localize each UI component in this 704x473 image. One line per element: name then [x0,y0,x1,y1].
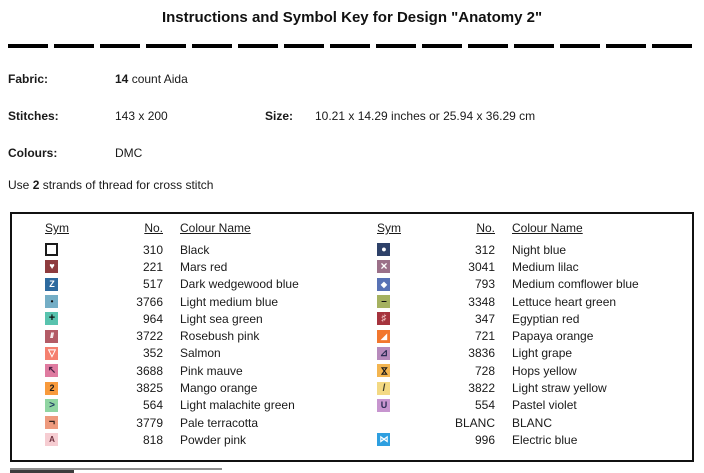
stitch-symbol [377,312,390,325]
key-header-left [45,219,377,237]
thread-number: 996 [474,432,495,447]
symbol-glyph: ♥ [49,261,54,272]
stitch-symbol [45,260,58,273]
key-row-right-554 [377,397,692,414]
key-row-left-818 [45,431,377,448]
symbol-glyph: • [50,297,53,307]
colour-name: Medium lilac [512,259,579,274]
key-row-right-347 [377,310,692,327]
colours-label: Colours: [8,146,58,160]
colour-name: Light grape [512,346,573,361]
key-rows-left [45,241,377,449]
stitch-symbol [377,347,390,360]
thread-number: 221 [142,259,163,274]
key-row-right-312 [377,241,692,258]
symbol-key-table [10,212,694,462]
header-no: No. [144,221,163,235]
colour-name: Light straw yellow [512,381,607,396]
thread-number: 793 [474,277,495,292]
colour-name: Black [180,242,210,257]
header-sym: Sym [377,221,401,235]
symbol-glyph: 2 [49,382,54,393]
colours-value: DMC [115,146,143,160]
symbol-glyph: /// [50,332,53,340]
colour-name: Electric blue [512,432,578,447]
strands-rest: strands of thread for cross stitch [39,178,214,192]
stitch-symbol [45,330,58,343]
strands-count: 2 [32,178,40,192]
key-row-right-3822 [377,379,692,396]
stitch-symbol [45,416,58,429]
fabric-row [8,72,704,87]
key-row-left-3722 [45,327,377,344]
key-row-left-964 [45,310,377,327]
stitch-symbol [45,243,58,256]
colour-name: Egyptian red [512,311,580,326]
thread-number: 564 [142,398,163,413]
size-label: Size: [265,109,294,123]
thread-number: BLANC [454,415,495,430]
symbol-glyph: ↖ [47,365,56,377]
colour-name: Dark wedgewood blue [180,277,299,292]
key-row-right-3836 [377,345,692,362]
colours-row [8,146,704,161]
key-row-left-3779 [45,414,377,431]
thread-number: 3688 [136,363,163,378]
symbol-glyph: ● [381,244,386,255]
header-colour-name: Colour Name [512,221,583,235]
stitch-symbol [45,364,58,377]
stitch-symbol [377,295,390,308]
key-row-right-721 [377,327,692,344]
key-group-left [45,219,377,460]
symbol-glyph: Z [49,278,54,289]
stitch-symbol [377,278,390,291]
colour-name: Powder pink [180,432,247,447]
stitch-symbol [45,347,58,360]
key-row-right-793 [377,276,692,293]
stitch-symbol [45,312,58,325]
colour-name: Night blue [512,242,567,257]
fabric-label: Fabric: [8,72,49,86]
thread-number: 517 [142,277,163,292]
thread-number: 728 [474,363,495,378]
key-row-right-BLANC [377,414,692,431]
colour-name: Mango orange [180,381,258,396]
key-row-left-3766 [45,293,377,310]
symbol-glyph: ◢ [380,331,387,341]
colour-name: Hops yellow [512,363,577,378]
strands-note [8,178,704,193]
key-header-right [377,219,692,237]
thread-number: 3722 [136,329,163,344]
header-no: No. [476,221,495,235]
stitch-symbol [377,382,390,395]
stitch-symbol [377,433,390,446]
colour-name: BLANC [512,415,553,430]
stitch-symbol [377,260,390,273]
key-rows-right [377,241,692,449]
key-row-left-3688 [45,362,377,379]
symbol-glyph: – [381,296,386,308]
thread-number: 3779 [136,415,163,430]
stitch-symbol [377,330,390,343]
thread-number: 3766 [136,294,163,309]
thread-number: 352 [142,346,163,361]
page-title: Instructions and Symbol Key for Design "Anatomy 2" [161,9,543,26]
symbol-glyph: ▽ [48,347,55,359]
symbol-glyph: ◆ [380,279,387,289]
size-value: 10.21 x 14.29 inches or 25.94 x 36.29 cm [315,109,536,123]
thread-number: 818 [142,432,163,447]
thread-number: 310 [142,242,163,257]
thread-number: 3348 [468,294,495,309]
stitch-symbol [377,399,390,412]
stitch-symbol [45,295,58,308]
thread-number: 347 [474,311,495,326]
stitches-label: Stitches: [8,109,59,123]
colour-name: Salmon [180,346,221,361]
symbol-glyph: A [49,435,54,445]
symbol-glyph: + [48,312,55,325]
stitch-symbol [377,364,390,377]
thread-number: 3825 [136,381,163,396]
symbol-glyph: ⋈ [379,434,388,445]
colour-name: Pastel violet [512,398,577,413]
colour-name: Mars red [180,259,228,274]
colour-name: Light medium blue [180,294,279,309]
colour-name: Medium comflower blue [512,277,639,292]
key-row-right-996 [377,431,692,448]
symbol-glyph: ¬ [48,416,55,429]
thread-number: 3822 [468,381,495,396]
stitch-symbol [377,243,390,256]
symbol-glyph: U [380,399,387,410]
key-group-right [377,219,692,460]
colour-name: Papaya orange [512,329,594,344]
thread-number: 964 [142,311,163,326]
key-row-left-564 [45,397,377,414]
key-row-right-3041 [377,258,692,275]
stitch-symbol [45,433,58,446]
key-row-left-3825 [45,379,377,396]
key-row-left-221 [45,258,377,275]
symbol-glyph: ⊿ [379,347,388,359]
key-row-left-517 [45,276,377,293]
fabric-rest: count Aida [128,72,188,86]
key-row-left-310 [45,241,377,258]
key-row-left-352 [45,345,377,362]
key-row-right-728 [377,362,692,379]
symbol-glyph: × [380,259,387,274]
strands-prefix: Use [8,178,33,192]
symbol-glyph: > [49,399,54,411]
thread-number: 721 [474,329,495,344]
thread-number: 312 [474,242,495,257]
stitch-symbol [45,382,58,395]
stitches-value: 143 x 200 [115,109,168,123]
fabric-count: 14 [115,72,129,86]
colour-name: Pink mauve [180,363,243,378]
header-sym: Sym [45,221,69,235]
symbol-glyph: / [382,382,385,394]
colour-name: Lettuce heart green [512,294,617,309]
colour-name: Rosebush pink [180,329,260,344]
symbol-glyph: ⋈ [379,366,389,375]
fabric-value [115,72,188,87]
thread-number: 3836 [468,346,495,361]
stitches-row [8,109,704,124]
stitch-symbol [45,278,58,291]
design-info [8,72,704,161]
header-colour-name: Colour Name [180,221,251,235]
stitch-symbol [377,416,390,429]
colour-name: Light malachite green [180,398,295,413]
colour-name: Pale terracotta [180,415,259,430]
colour-name: Light sea green [180,311,263,326]
thread-number: 3041 [468,259,495,274]
symbol-glyph: ♯ [381,313,386,325]
thread-number: 554 [474,398,495,413]
dashed-divider-rule [8,44,696,48]
key-row-right-3348 [377,293,692,310]
stitch-symbol [45,399,58,412]
